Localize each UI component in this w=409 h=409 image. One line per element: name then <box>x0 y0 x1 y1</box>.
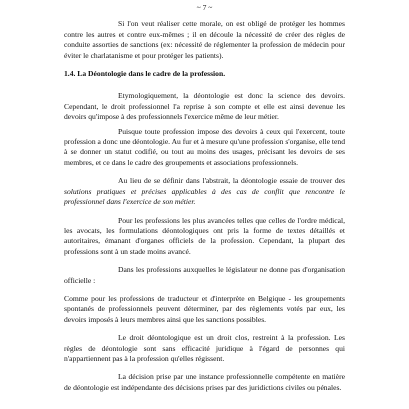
paragraph-practical-solutions-italic: solutions pratiques et précises applicables à des cas de conflit que rencontre le professionnel dans l'exercice de son métier. <box>64 186 345 207</box>
paragraph-closed-law: Le droit déontologique est un droit clos, restreint à la profession. Les règles de déontologie sont sans efficacité juridique à l'égard de personnes qui n'appartiennent pas à la profession qu'elles régissent. <box>64 333 345 363</box>
paragraph-etymology: Etymologiquement, la déontologie est donc la science des devoirs. Cependant, le droit professionnel l'a reprise à son compte et elle est ainsi devenue les devoirs qu'impose à des professionnels l'exercice même de leur métier. <box>64 91 345 122</box>
paragraph-independent-decision: La décision prise par une instance professionnelle compétente en matière de déontologie est indépendante des décisions prises par des juridictions civiles ou pénales. <box>64 372 345 392</box>
page-number: ~ 7 ~ <box>196 3 213 12</box>
paragraph-practical-solutions <box>64 176 345 207</box>
paragraph-no-official-organisation: Dans les professions auxquelles le législateur ne donne pas d'organisation officielle : <box>64 265 345 285</box>
paragraph-translators-example: Comme pour les professions de traducteur et d'interprète en Belgique - les groupements spontanés de professionnels peuvent déterminer, par des règlements votés par eux, les devoirs imposés à leurs membres ainsi que les sanctions possibles. <box>64 293 345 324</box>
paragraph-advanced-professions: Pour les professions les plus avancées telles que celles de l'ordre médical, les avocats, les formulations déontologiques ont pris la forme de textes détaillés et autoritaires, émanant d'organes officiels de la profession. Cependant, la plupart des professions sont à un stade moins avancé. <box>64 215 345 256</box>
paragraph-profession-duties: Puisque toute profession impose des devoirs à ceux qui l'exercent, toute profession a donc une déontologie. Au fur et à mesure qu'une profession s'organise, elle tend à se donner un statut codifié, ou tout au moins des usages, précisant les devoirs de ses membres, et ce dans le cadre des groupements et associations professionnels. <box>64 126 345 167</box>
paragraph-intro: Si l'on veut réaliser cette morale, on est obligé de protéger les hommes contre les autres et contre eux-mêmes ; il en découle la nécessité de créer des règles de conduite assorties de sanctions (ex: nécessité de réglementer la profession de médecin pour éviter le charlatanisme et pour protéger les patients). <box>64 19 345 60</box>
section-heading: 1.4. La Déontologie dans le cadre de la profession. <box>64 69 226 79</box>
paragraph-practical-solutions-text: Au lieu de se définir dans l'abstrait, la déontologie essaie de trouver des <box>118 176 345 186</box>
